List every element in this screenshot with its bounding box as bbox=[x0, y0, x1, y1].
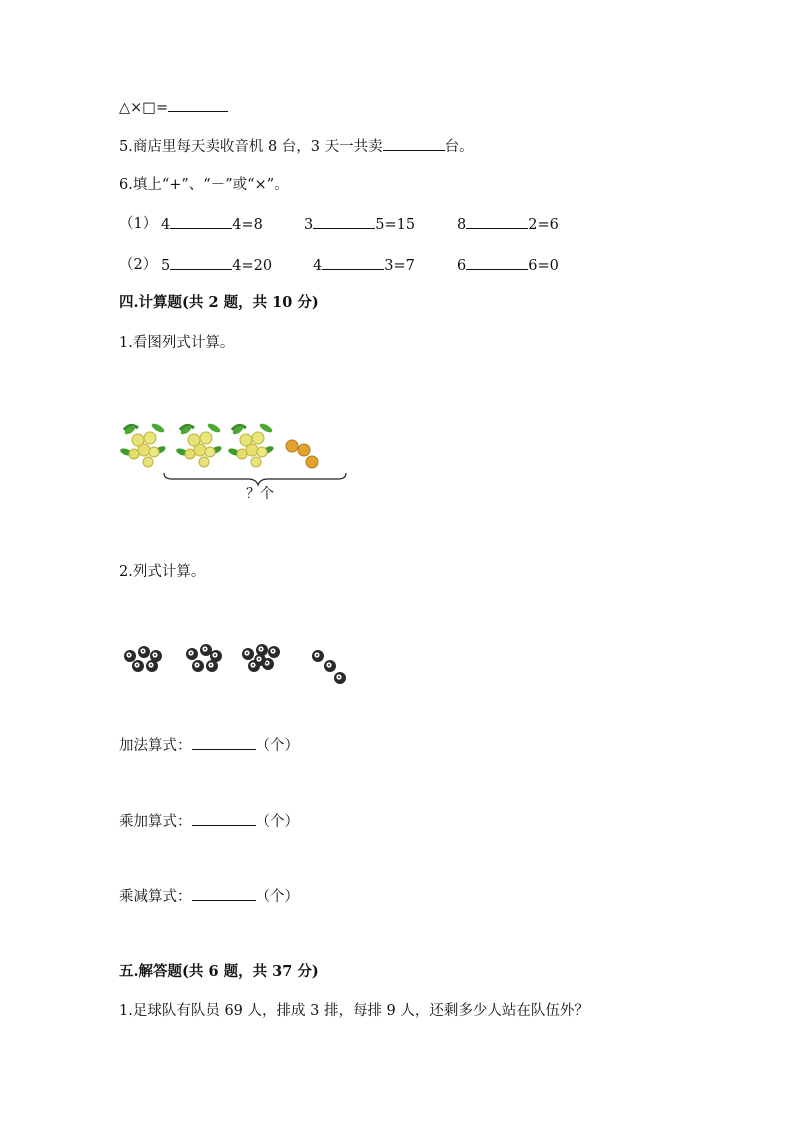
orange-fruit-icon bbox=[286, 440, 298, 452]
fruit-illustration bbox=[120, 418, 360, 508]
operator-blank[interactable] bbox=[313, 214, 375, 229]
q5-suffix: 台。 bbox=[444, 139, 474, 155]
q4-prefix: △×□= bbox=[119, 100, 169, 116]
nut-group-2 bbox=[186, 644, 222, 672]
section-4-title: 四.计算题(共 2 题，共 10 分) bbox=[119, 294, 319, 311]
q4-continuation bbox=[119, 97, 228, 118]
fruit-bunch-icon bbox=[227, 422, 274, 467]
answer-blank[interactable] bbox=[192, 886, 256, 901]
answer-question-1: 1.足球队有队员 69 人，排成 3 排，每排 9 人，还剩多少人站在队伍外？ bbox=[119, 1003, 589, 1019]
section-5-title: 五.解答题(共 6 题，共 37 分) bbox=[119, 963, 319, 980]
operator-blank[interactable] bbox=[466, 214, 528, 229]
question-6-title: 6.填上“+”、“－”或“×”。 bbox=[119, 177, 289, 193]
nut-group-3 bbox=[242, 644, 280, 672]
q6-row2-item1: 5 4=20 bbox=[161, 255, 272, 276]
calc-2-title: 2.列式计算。 bbox=[119, 564, 206, 580]
answer-blank[interactable] bbox=[383, 136, 445, 151]
answer-blank[interactable] bbox=[192, 811, 256, 826]
fruit-bunch-icon bbox=[120, 422, 167, 467]
q6-row1-item1: 4 4=8 bbox=[161, 214, 263, 235]
nut-group-4 bbox=[312, 650, 346, 684]
calc-1-title: 1.看图列式计算。 bbox=[119, 335, 235, 351]
mult-sub-formula: 乘减算式： （个） bbox=[119, 886, 299, 907]
operator-blank[interactable] bbox=[322, 255, 384, 270]
question-5 bbox=[119, 136, 474, 157]
q5-text: 5.商店里每天卖收音机 8 台，3 天一共卖 bbox=[119, 139, 383, 155]
q6-row2-item3: 6 6=0 bbox=[457, 255, 559, 276]
brace-label: ？个 bbox=[246, 486, 274, 502]
orange-fruit-icon bbox=[306, 456, 318, 468]
q6-row2-label: （2） bbox=[119, 257, 158, 273]
q6-row1-item3: 8 2=6 bbox=[457, 214, 559, 235]
nut-clusters bbox=[118, 640, 358, 690]
orange-fruit-icon bbox=[298, 444, 310, 456]
fruit-bunch-icon bbox=[175, 422, 222, 467]
q6-row1-label: （1） bbox=[119, 216, 158, 232]
operator-blank[interactable] bbox=[170, 214, 232, 229]
operator-blank[interactable] bbox=[170, 255, 232, 270]
answer-blank[interactable] bbox=[168, 97, 228, 112]
answer-blank[interactable] bbox=[192, 735, 256, 750]
q6-row1-item2: 3 5=15 bbox=[304, 214, 415, 235]
operator-blank[interactable] bbox=[466, 255, 528, 270]
addition-formula: 加法算式： （个） bbox=[119, 735, 299, 756]
q6-row2-item2: 4 3=7 bbox=[313, 255, 415, 276]
nut-group-1 bbox=[124, 646, 162, 672]
mult-add-formula: 乘加算式： （个） bbox=[119, 811, 299, 832]
